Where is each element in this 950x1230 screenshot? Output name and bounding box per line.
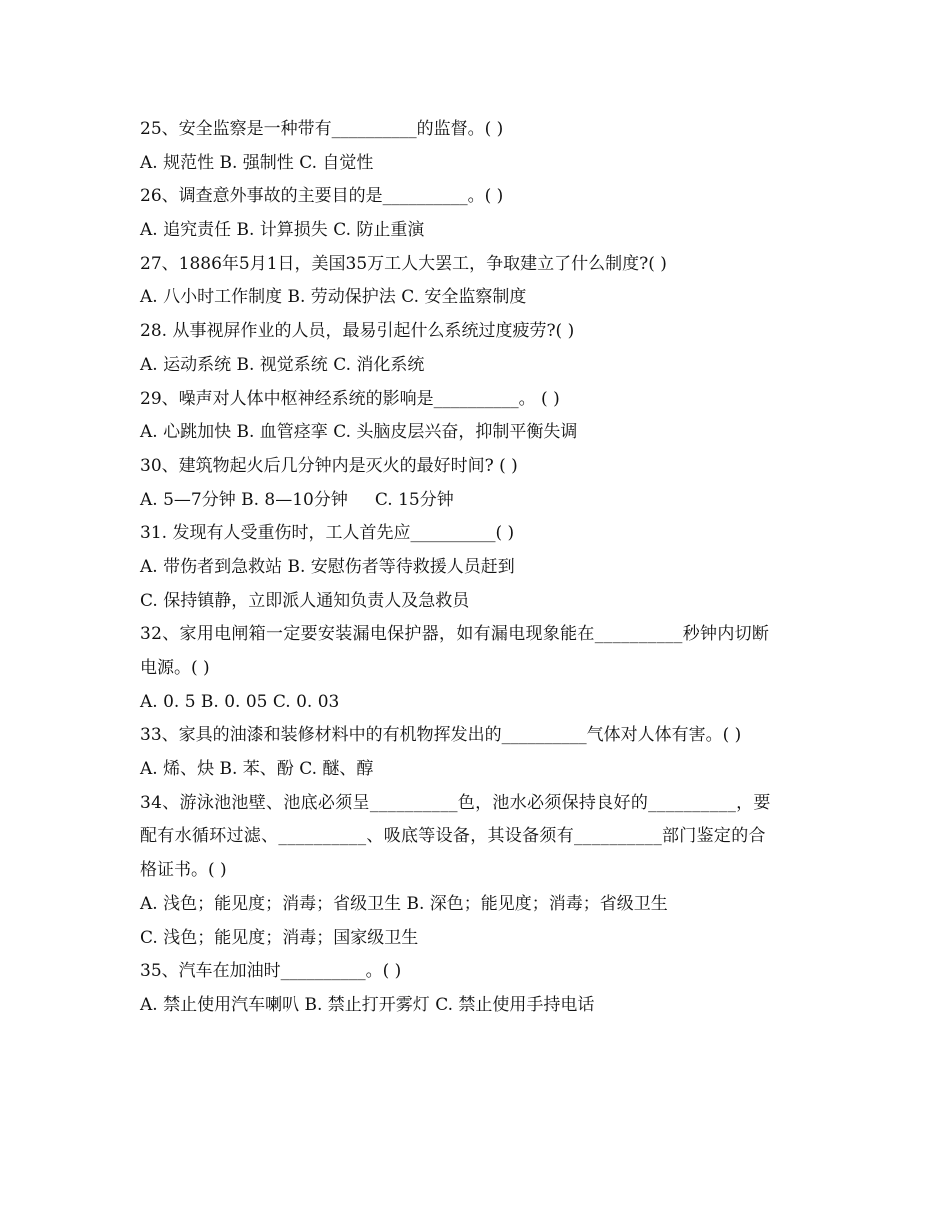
question-28: 28. 从事视屏作业的人员，最易引起什么系统过度疲劳?( ) — [140, 321, 575, 342]
question-27: 27、1886年5月1日，美国35万工人大罢工，争取建立了什么制度?( ) — [140, 253, 667, 274]
question-34-line-1: 34、游泳池池壁、池底必须呈__________色，池水必须保持良好的__________，要 — [140, 792, 771, 813]
question-33: 33、家具的油漆和装修材料中的有机物挥发出的__________气体对人体有害。( ) — [140, 725, 742, 746]
question-29: 29、噪声对人体中枢神经系统的影响是__________。 ( ) — [140, 388, 560, 409]
question-34-line-3: 格证书。( ) — [140, 860, 227, 881]
question-30: 30、建筑物起火后几分钟内是灭火的最好时间? ( ) — [140, 455, 518, 476]
options-26: A. 追究责任 B. 计算损失 C. 防止重演 — [140, 220, 425, 241]
question-31: 31. 发现有人受重伤时，工人首先应__________( ) — [140, 523, 515, 544]
question-34-line-2: 配有水循环过滤、__________、吸底等设备，其设备须有__________部门鉴定的合 — [140, 826, 766, 847]
question-26: 26、调查意外事故的主要目的是__________。( ) — [140, 186, 504, 207]
options-31-a-b: A. 带伤者到急救站 B. 安慰伤者等待救援人员赶到 — [140, 556, 515, 577]
options-27: A. 八小时工作制度 B. 劳动保护法 C. 安全监察制度 — [140, 287, 527, 308]
options-25: A. 规范性 B. 强制性 C. 自觉性 — [140, 152, 374, 173]
options-34-a-b: A. 浅色；能见度；消毒；省级卫生 B. 深色；能见度；消毒；省级卫生 — [140, 893, 668, 914]
options-35: A. 禁止使用汽车喇叭 B. 禁止打开雾灯 C. 禁止使用手持电话 — [140, 994, 595, 1015]
question-25: 25、安全监察是一种带有__________的监督。( ) — [140, 119, 504, 139]
options-31-c: C. 保持镇静，立即派人通知负责人及急救员 — [140, 590, 470, 611]
options-34-c: C. 浅色；能见度；消毒；国家级卫生 — [140, 927, 419, 948]
options-29: A. 心跳加快 B. 血管痉挛 C. 头脑皮层兴奋，抑制平衡失调 — [140, 422, 578, 443]
options-33: A. 烯、炔 B. 苯、酚 C. 醚、醇 — [140, 759, 374, 780]
options-28: A. 运动系统 B. 视觉系统 C. 消化系统 — [140, 354, 425, 375]
question-35: 35、汽车在加油时__________。( ) — [140, 961, 402, 982]
question-32-line-2: 电源。( ) — [140, 658, 210, 678]
document-page — [140, 113, 820, 1023]
options-32: A. 0. 5 B. 0. 05 C. 0. 03 — [140, 691, 340, 712]
options-30: A. 5—7分钟 B. 8—10分钟 C. 15分钟 — [140, 489, 454, 510]
question-32-line-1: 32、家用电闸箱一定要安装漏电保护器，如有漏电现象能在__________秒钟内切断 — [140, 624, 770, 645]
